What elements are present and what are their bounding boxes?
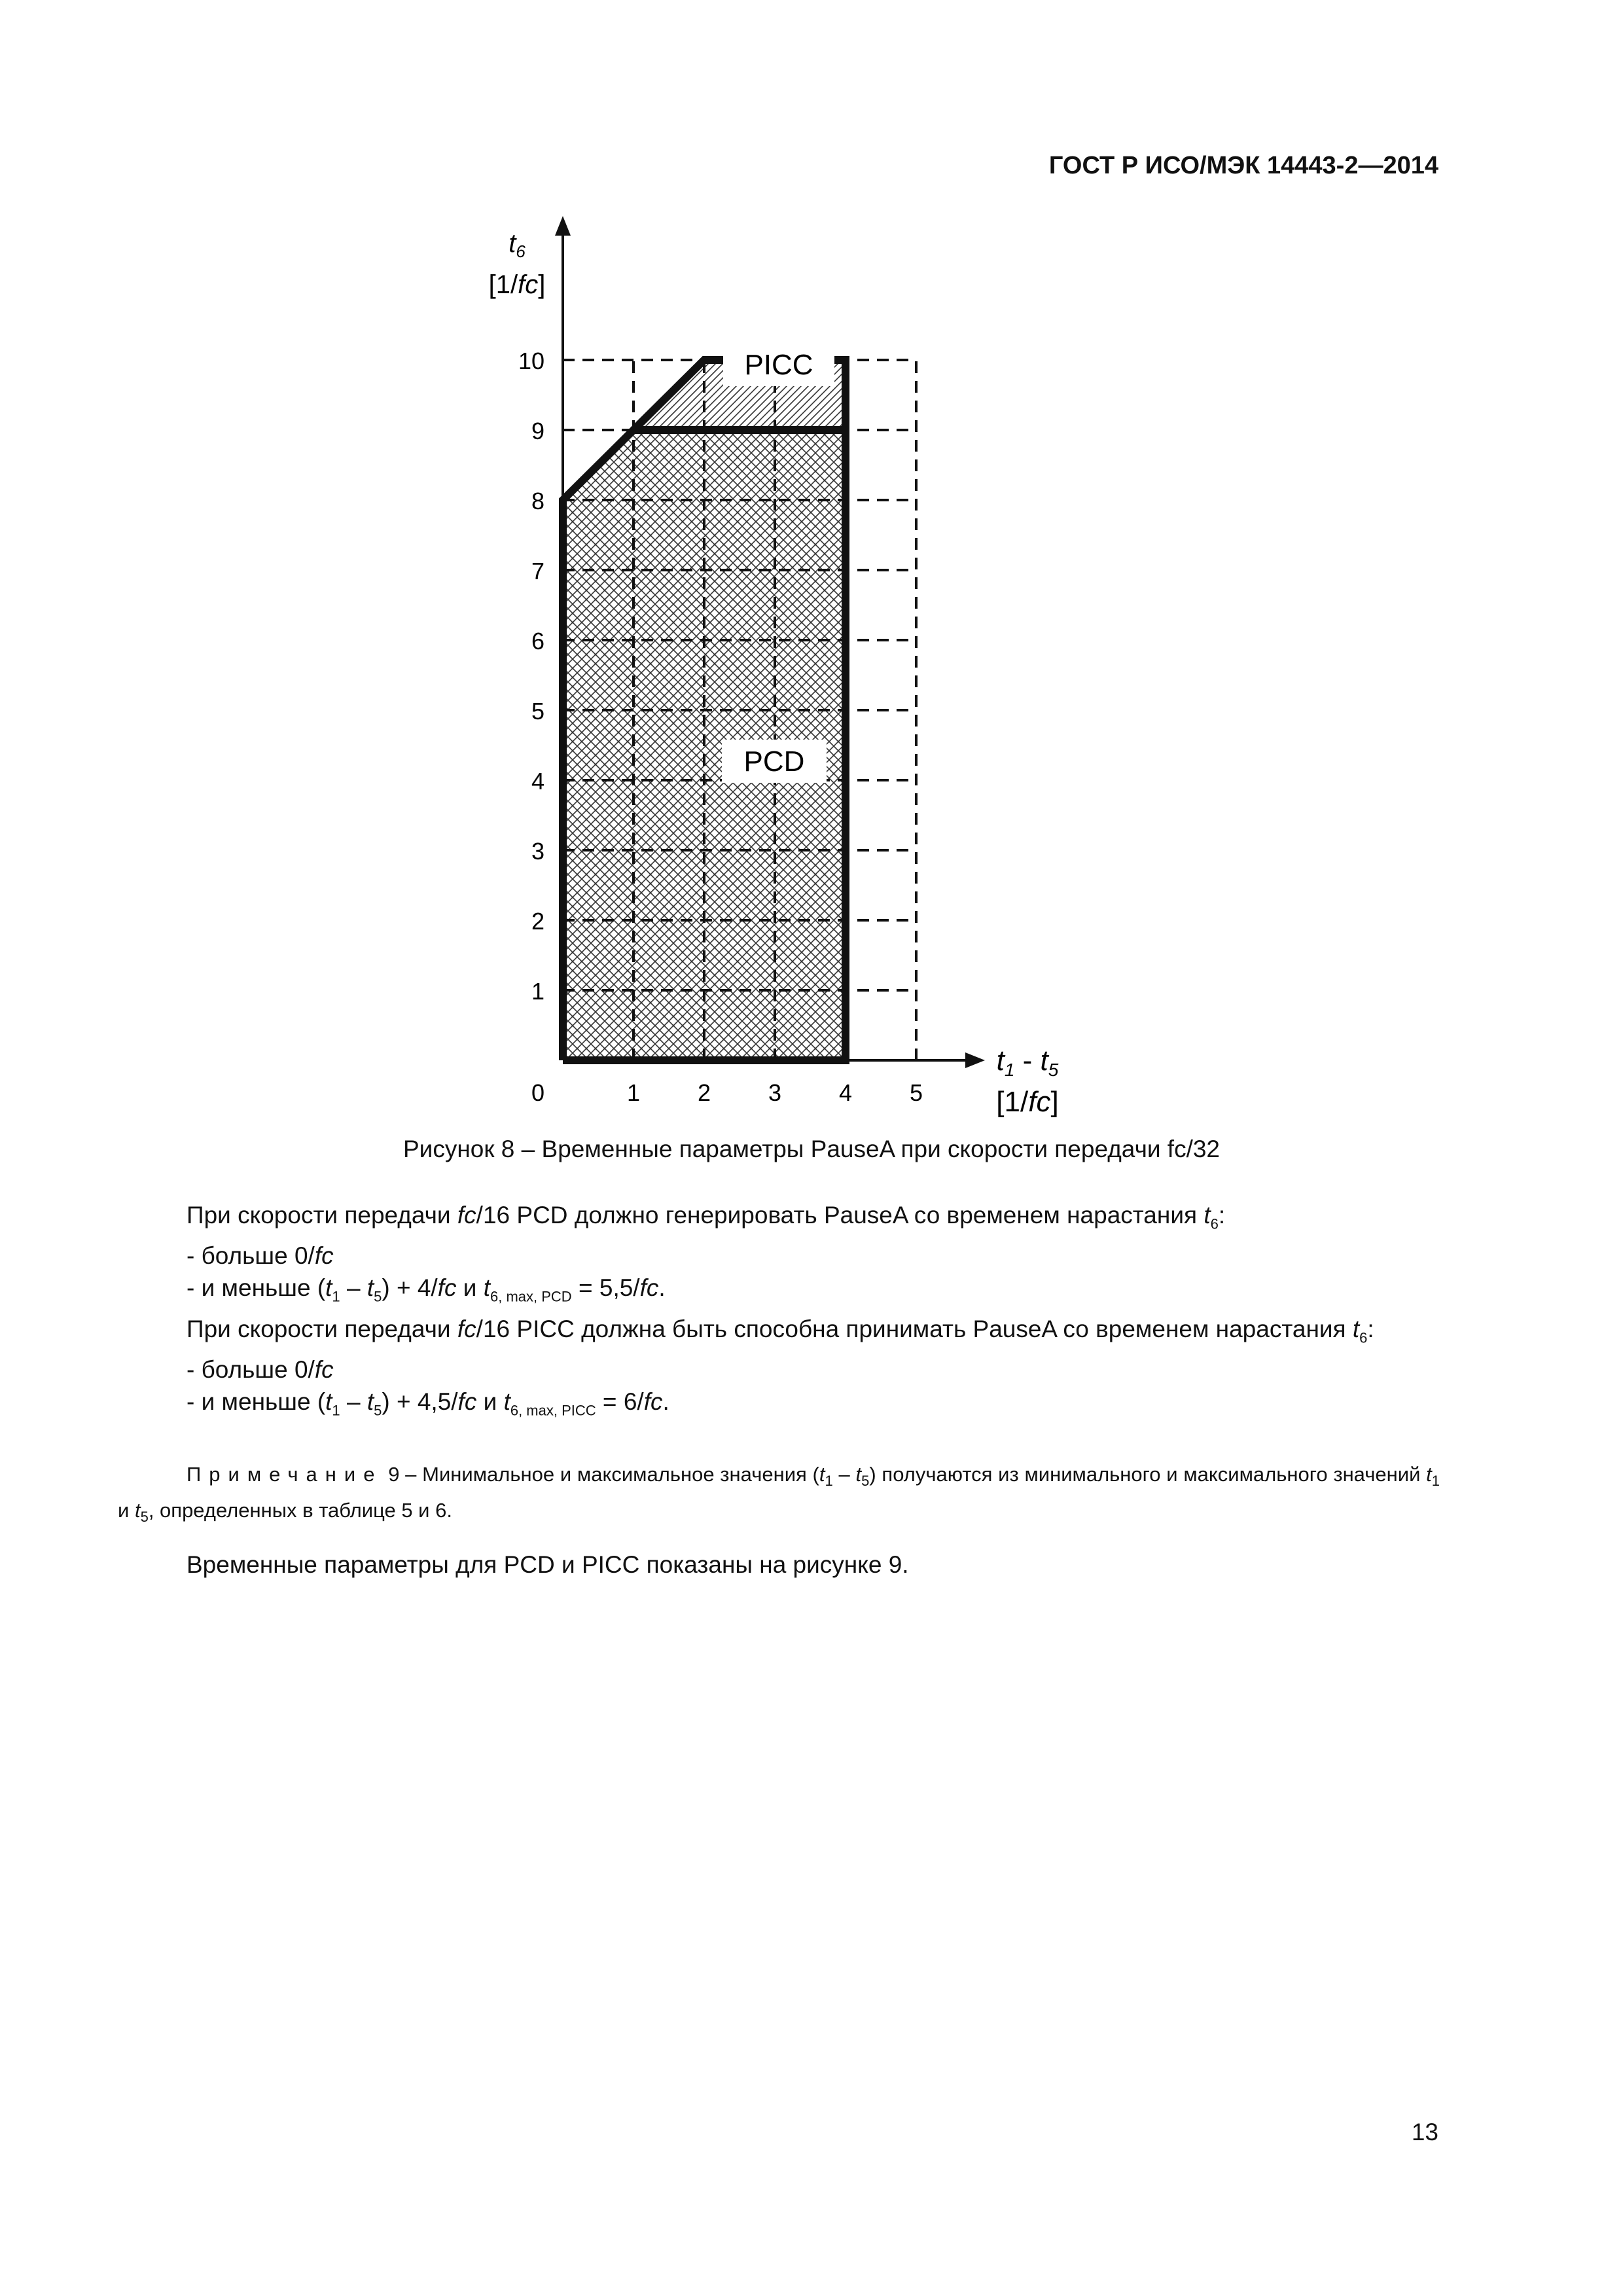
y-tick-label: 5 [531,698,544,725]
y-tick-label: 0 [531,1079,544,1106]
y-axis-label: $t_6$ [508,229,526,261]
x-tick-labels [627,1079,923,1106]
y-tick-label: 9 [531,418,544,444]
figure-caption: Рисунок 8 – Временные параметры PauseA при скорости передачи fc/32 [402,1136,1221,1162]
y-axis-unit: [1/fc] [488,270,546,299]
note-label: Примечание [187,1463,383,1486]
final-paragraph: Временные параметры для PCD и PICC показаны на рисунке 9. [187,1551,909,1578]
body-text-block [118,1199,1440,1427]
bullet-picc-1: - больше 0/fc [187,1356,334,1384]
y-tick-label: 8 [531,488,544,514]
picc-region-label: PICC [744,349,813,381]
y-tick-label: 7 [531,558,544,584]
y-tick-labels [518,348,544,1106]
y-tick-label: 4 [531,768,544,795]
x-tick-label: 3 [768,1079,782,1106]
x-tick-label: 1 [626,1079,641,1106]
x-tick-label: 5 [909,1079,923,1106]
note-number: 9 [388,1463,400,1486]
paragraph-picc: При скорости передачи fc/16 PICC должна быть способна принимать PauseA со временем нарастания $t_6$: [187,1315,1374,1346]
note-block: Примечание 9 – Минимальное и максимальное значения $(t_1 - t_5)$ получаются из минимального и максимального значений $t_1$ и $t_5$, определенных в таблице 5 и 6. [118,1463,1440,1526]
y-tick-label: 2 [531,908,544,935]
page-number: 13 [1411,2119,1438,2145]
x-axis-arrow [965,1052,985,1068]
paragraph-pcd: При скорости передачи fc/16 PCD должно генерировать PauseA со временем нарастания $t_6$: [187,1202,1226,1232]
x-tick-label: 2 [697,1079,711,1106]
bullet-pcd-1: - больше 0/fc [187,1242,334,1270]
x-tick-label: 4 [838,1079,853,1106]
document-header: ГОСТ Р ИСО/МЭК 14443-2—2014 [1048,152,1438,179]
y-tick-label: 6 [531,628,544,655]
y-axis-arrow [555,216,571,236]
y-tick-label: 10 [518,348,544,374]
bullet-picc-2: - и меньше $(t_1 - t_5) + 4,5/fc$ и $t_{6, max, PICC} = 6/fc$. [187,1388,669,1419]
figure-timing-diagram [458,196,1113,1129]
y-tick-label: 1 [531,978,544,1005]
bullet-pcd-2: - и меньше $(t_1 - t_5) + 4/fc$ и $t_{6, max, PCD} = 5,5/fc$. [187,1274,666,1305]
timing-chart-svg [458,196,1113,1126]
x-axis-unit: [1/fc] [996,1086,1059,1118]
y-tick-label: 3 [531,838,544,865]
pcd-region-label: PCD [743,745,805,778]
x-axis-label: $t_1 - t_5$ [996,1045,1059,1080]
